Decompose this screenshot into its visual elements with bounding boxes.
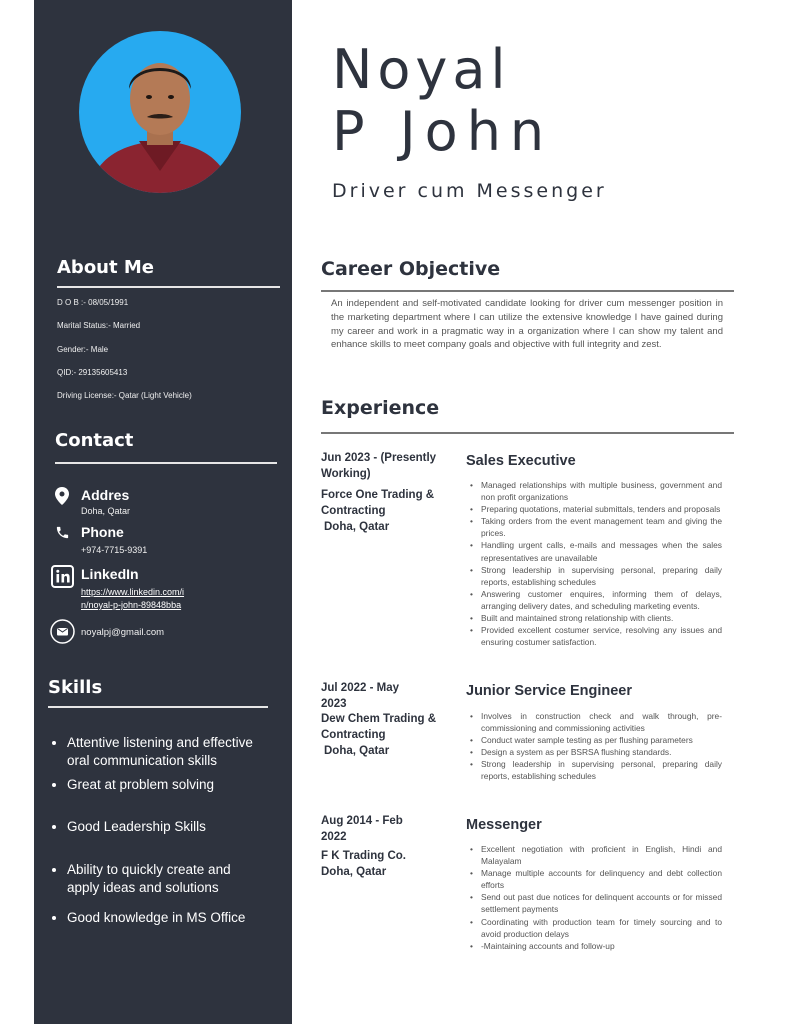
linkedin-icon (51, 565, 74, 588)
bullet-icon (52, 868, 56, 872)
skill-text: Attentive listening and effective oral communication skills (67, 735, 253, 768)
job-company: Force One Trading & Contracting (321, 489, 435, 517)
career-divider (321, 290, 734, 292)
linkedin-url[interactable] (81, 586, 221, 612)
list-item: • Taking orders from the event management team and giving the prices. (470, 515, 722, 539)
phone-icon (55, 525, 70, 540)
list-item: • Provided excellent costumer service, resolving any issues and ensuring costumer satisfaction. (470, 624, 722, 648)
list-item: • Strong leadership in supervising personal, preparing daily reports, establishing schedules (470, 564, 722, 588)
skills-heading: Skills (48, 677, 103, 698)
career-objective-heading: Career Objective (321, 258, 501, 280)
list-item: • Manage multiple accounts for delinquency and debt collection efforts (470, 867, 722, 891)
email-icon (50, 619, 75, 644)
experience-heading: Experience (321, 397, 440, 419)
list-item: • Built and maintained strong relationship with clients. (470, 612, 722, 624)
contact-divider (55, 462, 277, 464)
contact-heading: Contact (55, 430, 134, 451)
skill-text: Great at problem solving (67, 777, 215, 792)
list-item: • Strong leadership in supervising personal, preparing daily reports, establishing schedules (470, 758, 722, 782)
about-divider (57, 286, 280, 288)
list-item: • Send out past due notices for delinquent accounts or for missed settlement payments (470, 891, 722, 915)
list-item: • Coordinating with production team for timely sourcing and to avoid production delays (470, 916, 722, 940)
skill-item (52, 909, 272, 927)
job-location: Doha, Qatar (324, 521, 390, 533)
skills-divider (48, 706, 268, 708)
list-item: • Involves in construction check and walk through, pre-commissioning and commissioning activities (470, 710, 722, 734)
job-title: Driver cum Messenger (332, 180, 607, 202)
skill-text: Good Leadership Skills (67, 819, 206, 834)
about-gender: Gender:- Male (57, 345, 109, 354)
bullet-icon (52, 783, 56, 787)
list-item: • Preparing quotations, material submittals, tenders and proposals (470, 503, 722, 515)
address-value: Doha, Qatar (81, 506, 131, 516)
about-qid: QID:- 29135605413 (57, 368, 128, 377)
skill-item (52, 818, 272, 836)
bullet-icon (52, 741, 56, 745)
bullet-icon (52, 825, 56, 829)
first-name: Noyal (332, 38, 511, 101)
email-value[interactable]: noyalpj@gmail.com (81, 627, 165, 638)
experience-divider (321, 432, 734, 434)
last-name: P John (332, 100, 554, 163)
job-dates: Jun 2023 - (Presently Working) (321, 452, 437, 480)
about-marital-status: Marital Status:- Married (57, 321, 141, 330)
linkedin-url-line2[interactable]: n/noyal-p-john-89848bba (81, 600, 182, 610)
career-objective-text: An independent and self-motivated candidate looking for driver cum messenger position in the marketing department where I can utilize the extensive knowledge I have gained during my career and work in a pragmatic way in a organization where I can show my talent and enhance skills to meet company goals and objective with full integrity and zest. (331, 298, 723, 351)
about-me-heading: About Me (57, 257, 154, 278)
linkedin-label: LinkedIn (81, 566, 139, 582)
skill-text: Ability to quickly create and apply ideas and solutions (67, 862, 231, 895)
bullet-icon (52, 916, 56, 920)
profile-photo (79, 31, 241, 193)
skill-item (52, 776, 272, 794)
job-duties-list (470, 479, 722, 648)
list-item: • Excellent negotiation with proficient in English, Hindi and Malayalam (470, 843, 722, 867)
about-driving-license: Driving License:- Qatar (Light Vehicle) (57, 391, 192, 400)
phone-label: Phone (81, 524, 124, 540)
list-item: • Design a system as per BSRSA flushing standards. (470, 746, 722, 758)
list-item: • Answering customer enquires, informing them of delays, arranging delivery dates, and scheduling marketing events. (470, 588, 722, 612)
job-location: Doha, Qatar (321, 866, 387, 878)
job-role: Messenger (466, 817, 542, 833)
person-portrait-icon (79, 31, 241, 193)
list-item: • Conduct water sample testing as per flushing parameters (470, 734, 722, 746)
linkedin-url-line1[interactable]: https://www.linkedin.com/i (81, 587, 185, 597)
skill-item (52, 734, 272, 770)
job-role: Sales Executive (466, 453, 576, 469)
address-label: Addres (81, 487, 130, 503)
job-location: Doha, Qatar (324, 745, 390, 757)
skill-item (52, 861, 262, 897)
list-item: • Handling urgent calls, e-mails and messages when the sales representatives are unavailable (470, 539, 722, 563)
job-company: Dew Chem Trading & Contracting (321, 713, 437, 741)
about-dob: D O B :- 08/05/1991 (57, 298, 129, 307)
job-company: F K Trading Co. (321, 850, 406, 862)
job-dates: Jul 2022 - May 2023 (321, 682, 399, 710)
list-item: • -Maintaining accounts and follow-up (470, 940, 722, 952)
list-item: • Managed relationships with multiple business, government and non profit organizations (470, 479, 722, 503)
phone-value: +974-7715-9391 (81, 545, 148, 555)
job-duties-list (470, 843, 722, 952)
job-role: Junior Service Engineer (466, 683, 633, 699)
location-pin-icon (55, 487, 69, 505)
skill-text: Good knowledge in MS Office (67, 910, 246, 925)
job-duties-list (470, 710, 722, 783)
job-dates: Aug 2014 - Feb 2022 (321, 815, 403, 843)
